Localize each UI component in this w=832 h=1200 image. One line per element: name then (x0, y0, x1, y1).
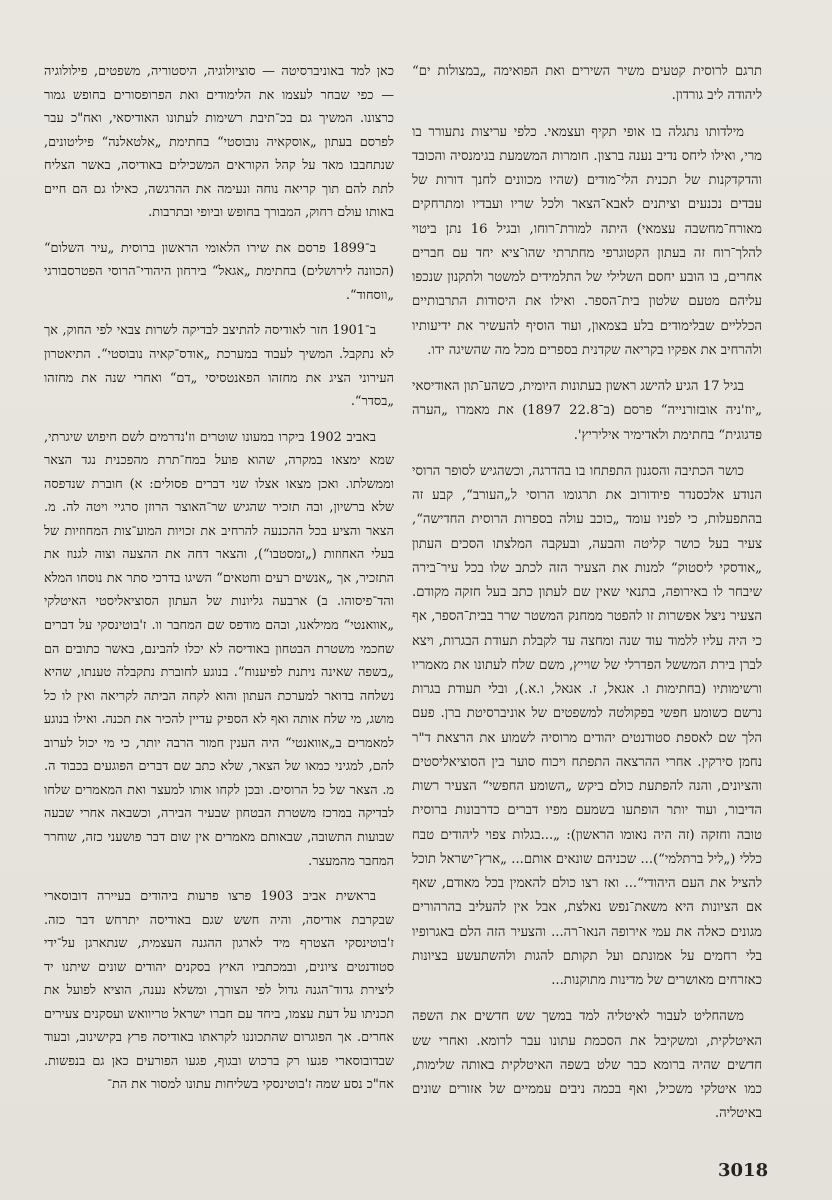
paragraph: תרגם לרוסית קטעים משיר השירים ואת הפואימה „במצולות ים“ ליהודה ליב גורדון. (412, 64, 762, 104)
left-column (44, 60, 394, 1109)
paragraph: בראשית אביב 1903 פרצו פרעות ביהודים בעיירה דובוסארי שבקרבת אודיסה, והיה חשש שגם באודיסה יתרחש דבר כזה. ז'בוטינסקי הצטרף מיד לארגון ההגנה העצמית, שנתארגן על־ידי סטודנטים ציונים, ובמכתביו האיץ בסקנים יהודים שונים שיתנו יד ליצירת גדוד־הגנה גדול לפי הצורך, ומשלא נענה, הוציא לפועל את תכניתו על דעת עצמו, ביחד עם חברו ישראל טריוואש ועסקנים צעירים אחרים. אך הפוגרום שהתכוננו לקראתו באודיסה פרץ בקישינוב, ובעוד שבדובוסארי פגעו רק ברכוש ובגוף, פגעו הפורעים כאן גם בנפשות. אח"כ נסע שמה ז'בוטינסקי בשליחות עתונו למסור את הת־ (44, 889, 395, 1093)
paragraph: באביב 1902 ביקרו במעונו שוטרים וז'נדרמים לשם חיפוש שיגרתי, שמא ימצאו במקרה, שהוא פועל במח־תרת מהפכנית נגד הצאר וממשלתו. ואכן מצאו אצלו שני דברים פסולים: א) חוברת שנדפסה שלא ברשיון, ובה תזכיר שהגיש שר־האוצר הרוזן סרגיי ויטה לה. מ. הצאר והציע בכל ההכנעה להרחיב את זכויות המוע־צות המחוזיות של בעלי האחוזות („זמסטבו“), והצאר דחה את ההצעה וצוה לגנוז את התזכיר, אך „אנשים רעים וחטאים“ השיגו בדרכי סתר את נוסחו המלא והד־פיסוהו. ב) ארבעה גליונות של העתון הסוציאליסטי האיטלקי „אוואנטי“ ממילאנו, ובהם מודפס שם המחבר וו. ז'בוטינסקי על דברים שחכמי משטרת הבטחון באודיסה לא יכלו להבינם, באשר כתובים הם „בשפה שאינה ניתנת לפיענוח“. בנוגע לחוברת נתקבלה טענתו, שהיא נשלחה בדואר למערכת העתון והוא לקחה הביתה לקריאה ואין לו כל מושג, מי שלח אותה ואף לא הספיק עדיין להכיר את תכנה. ואילו בנוגע למאמרים ב„אוואנטי“ היה הענין חמור הרבה יותר, כי מי יכול לערוב להם, למגיני כמאו של הצאר, שלא כתב שם דברים הפוגעים בכבוד ה. מ. הצאר של כל הרוסים. ובכן לקחו אותו למעצר ואת המאמרים שלחו לבדיקה במרכז משטרת הבטחון שבעיר הבירה, וכשבאה אחרי שבעה שבועות התשובה, שבאותם מאמרים אין שום דבר פושעני כזה, שוחרר המחבר מהמעצר. (44, 429, 394, 869)
paragraph: משהחליט לעבור לאיטליה למד במשך שש חדשים את השפה האיטלקית, ומשקיבל את הסכמת עתונו עבר לרומא. ואחרי שש חדשים שהיה ברומא כבר שלט בשפה האיטלקית באותה שלימות, כמו איטלקי משכיל, ואף בכמה ניבים עממיים של אזורים שונים באיטליה. (412, 1009, 762, 1122)
paragraph: ב־1901 חזר לאודיסה להתיצב לבדיקה לשרות צבאי לפי החוק, אך לא נתקבל. המשיך לעבוד במערכת „אודס־קאיה נובוסטי“. התיאטרון העירוני הציג את מחזהו הפאנטסיסי „דם“ ואחרי שנה את מחזהו „בסדר“. (44, 323, 394, 410)
paragraph: ב־1899 פרסם את שירו הלאומי הראשון ברוסית „עיר השלום“ (הכוונה לירושלים) בחתימת „אגאל“ בירחון היהודי־הרוסי הפטרסבורגי „ווסחוד“. (44, 240, 394, 303)
paragraph: מילדותו נתגלה בו אופי תקיף ועצמאי. כלפי עריצות נתעורר בו מרי, ואילו ליחס נדיב נענה ברצון. חומרות המשמעת בגימנסיה והכובד והדקדקנות של תכנית הלי־מודים (שהיו מכוונים לחנך דורות של עבדים נכנעים וציתנים לאבא־הצאר ולכל שריו ועבדיו ומתרחקים מאורח־מחשבה עצמאי) היתה למורת־רוחו, ובגיל 16 נתן ביטוי להלך־רוח זה בעתון הקטוגרפי מחתרתי שהו־ציא יחד עם חברים אחרים, בו הובע יחסם השלילי של התלמידים למשטר ולתקנון שנכפו עליהם מטעם שלטון בית־הספר. ואילו את היסודות התרבותיים הכלליים שבלימודים בלע בצמאון, ועוד הוסיף להעשיר את ידיעותיו ולהרחיב את אפקיו בקריאה שקדנית בספרים מכל מה שהשיגה ידו. (412, 124, 762, 358)
page-number: 3018 (718, 1160, 769, 1181)
paragraph: כושר הכתיבה והסגנון התפתחו בו בהדרגה, וכשהגיש לסופר הרוסי הנודע אלכסנדר פיודורוב את תרגומו הרוסי ל„העורב“, קבע זה בהתפעלות, כי לפניו עומד „כוכב עולה בספרות הרוסית החדישה“, צעיר בעל כושר קליטה והבעה, ובעקבה המלצתו הסכים העתון „אודסקי ליסטוק“ למנות את הצעיר הזה לכתב שלו בכל עיר־בירה שיבחר לו באירופה, בתנאי שאין שם לעתון כתב בעל חזקה מקודם. הצעיר ניצל אפשרות זו להפטר ממחנק המשטר שרר בבית־הספר, אף כי היה עליו ללמוד עוד שנה ומחצה עד לקבלת תעודת הבגרות, ויצא לברן בירת המששל הפדרלי של שוייץ, משם שלח לעתונו את מאמריו ורשימותיו (בחתימות ו. אגאל, ז. אגאל, ו.א.), ובלי תעודת בגרות נרשם כשומע חפשי בפקולטה למשפטים של אוניברסיטת ברן. פעם הלך שם לאספת סטודנטים יהודים מרוסיה לשמוע את הרצאת ד"ר נחמן סירקין. אחרי ההרצאה התפתח ויכוח סוער בין הסוציאליסטים והציונים, והנה להפתעת כולם ביקש „השומע החפשי“ הצעיר רשות הדיבור, ועוד יותר הופתעו בשמעם מפיו דברים כדרבונות ברוסית טובה וחזקה (זה היה נאומו הראשון): „...בגלות צפוי ליהודים טבח כללי („ליל ברתלמי“)... שכניהם שונאים אותם... „ארץ־ישראל תוכל להציל את העם היהודי“... ואז רצו כולם להאמין בכל מאודם, שאף אם הציונות היא משאת־נפש נאלצת, אבל אין להעליב בהרהורים מגונים כאלה את עמי אירופה הנאו־רה... והצעיר הזה הלם באגרופיו בלי רחמים על אמונתם ועל תקותם להגות ולהשתעשע בציונות כאזרחים מאושרים של מדינות מתוקנות... (412, 463, 762, 988)
paragraph: בגיל 17 הגיע להישג ראשון בעתונות היומית, כשהע־תון האודיסאי „יוז'ניה אובזורנייה“ פרסם (ב־22.8 1897) את מאמרו „הערה פדגוגית“ בחתימת ולאדימיר איליריץ'. (412, 379, 762, 443)
paragraph: כאן למד באוניברסיטה — סוציולוגיה, היסטוריה, משפטים, פילולוגיה — כפי שבחר לעצמו את הלימודים ואת הפרופסורים בחופש גמור כרצונו. המשיך גם בכ־תיבת רשימות לעתונו האודיסאי, ואח"כ עבר לפרסם בעתון „אוסקאיה נובוסטי“ בחתימת „אלטאלנה“ פיליטונים, שנתחבבו מאד על קהל הקוראים המשכילים באודיסה, באשר הצליח לתת להם תוך קריאה נוחה ונעימה את ההרגשה, כאילו גם הם חיים באותו עולם רחוק, המבורך בחופש וביופי ובתרבות. (44, 64, 394, 221)
right-column (412, 60, 762, 1139)
